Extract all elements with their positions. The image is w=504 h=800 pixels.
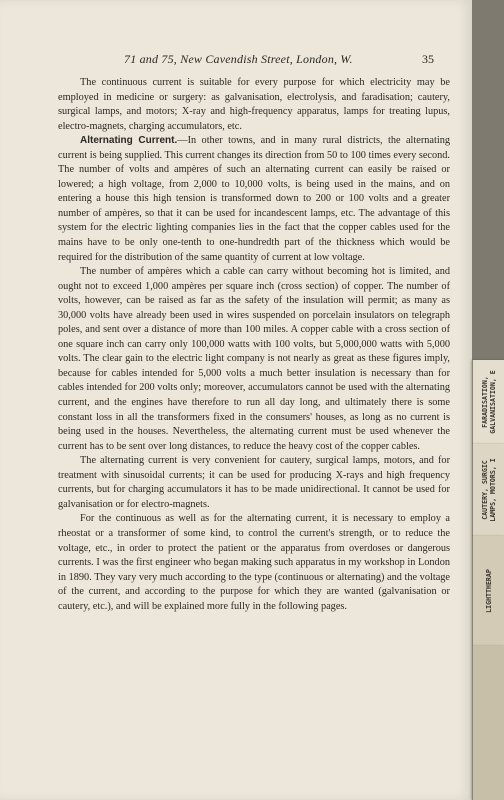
- paragraph-text: The continuous current is suitable for every purpose for which electricity may be employed in medicine or surgery: as galvanisation, electrolysis, and faradisation; cautery, surgical lamps, and motors; X-ray and high-frequency apparatus, lamps for treating lupus, electro-magnets, charging accumulators, etc.: [58, 77, 450, 132]
- page-body: [58, 76, 450, 614]
- index-tab-label: [481, 370, 497, 434]
- header-title: 71 and 75, New Cavendish Street, London, W.: [124, 52, 353, 66]
- index-tab-label-line: FARADISATION,: [481, 376, 489, 428]
- index-tab-cautery[interactable]: [472, 444, 504, 536]
- paragraph: [58, 134, 450, 265]
- page-number: 35: [422, 52, 434, 66]
- index-tab-label-line: LIGHTTHERAP: [485, 569, 493, 613]
- index-tab-lighttherapy[interactable]: [472, 536, 504, 646]
- paragraph: [58, 512, 450, 614]
- paragraph: [58, 76, 450, 134]
- page-edge: [472, 0, 504, 360]
- index-tab-label-line: GALVANISATION, E: [489, 370, 497, 434]
- paragraph: [58, 265, 450, 454]
- index-tab-label: [485, 569, 493, 613]
- paragraph-text: The number of ampères which a cable can carry without becoming hot is limited, and ought not to exceed 1,000 ampères per square inch (cross section) of copper. The number of volts, however, can be raised as far as the safety of the insulation will permit; as many as 30,000 volts have already been used in wires suspended on porcelain insulators on telegraph poles, and sent over a distance of more than 100 miles. A copper cable with a cross section of one square inch can carry only 100,000 watts with 100 volts, but 5,000,000 watts with 5,000 volts. The clear gain to the electric light company is not nearly as great as these figures imply, because for cables intended for 5,000 volts a much better insulation is necessary than for cables intended for 200 volts only; moreover, accumulators cannot be used with the alternating current, and the engines have therefore to run all day long, and ultimately there is some constant loss in all the transformers fixed in the consumers' houses, as long as no current is being used in the houses. Nevertheless, the alternating current must be used whenever the current has to be sent over long distances, to reduce the heavy cost of the copper cables.: [58, 266, 450, 452]
- paragraph-text: —In other towns, and in many rural districts, the alternating current is being supplied. This current changes its direction from 50 to 100 times every second. The number of volts and ampères of such an alternating current can easily be raised or lowered; a high voltage, from 2,000 to 10,000 volts, is being used in the mains, and on entering a house this high tension is transformed down to 200 or 100 volts and a greater number of ampères, so that it can be used for incandescent lamps, etc. The advantage of this system for the electric lighting companies lies in the fact that the copper cables used for the mains have to be only one-tenth to one-hundredth part of the thickness which would be required for the distribution of the same quantity of current at low voltage.: [58, 135, 451, 263]
- index-tab-label-line: LAMPS, MOTORS, I: [489, 458, 497, 522]
- run-in-heading: Alternating Current.: [80, 135, 178, 147]
- index-tab-label: [481, 458, 497, 522]
- index-tab-bottom[interactable]: [472, 646, 504, 800]
- paragraph-text: For the continuous as well as for the alternating current, it is necessary to employ a rheostat or a transformer of some kind, to control the current's strength, or to reduce the voltage, etc., in order to protect the patient or the apparatus from overdoses or dangerous currents. I was the first engineer who began making such apparatus in my workshop in London in 1890. They vary very much according to the type (continuous or alternating) and the voltage of the current, and according to the purpose for which they are wanted (galvanisation or cautery, etc.), and will be explained more fully in the following pages.: [58, 513, 450, 612]
- thumb-index: [472, 0, 504, 800]
- index-tab-label-line: CAUTERY, SURGIC: [481, 460, 489, 520]
- index-tab-faradisation[interactable]: [472, 360, 504, 444]
- paragraph-text: The alternating current is very convenient for cautery, surgical lamps, motors, and for treatment with sinusoidal currents; it can be used for producing X-rays and high frequency currents, but for charging accumulators it has to be made unidirectional. It cannot be used for galvanisation or for electro-magnets.: [58, 455, 450, 510]
- paragraph: [58, 454, 450, 512]
